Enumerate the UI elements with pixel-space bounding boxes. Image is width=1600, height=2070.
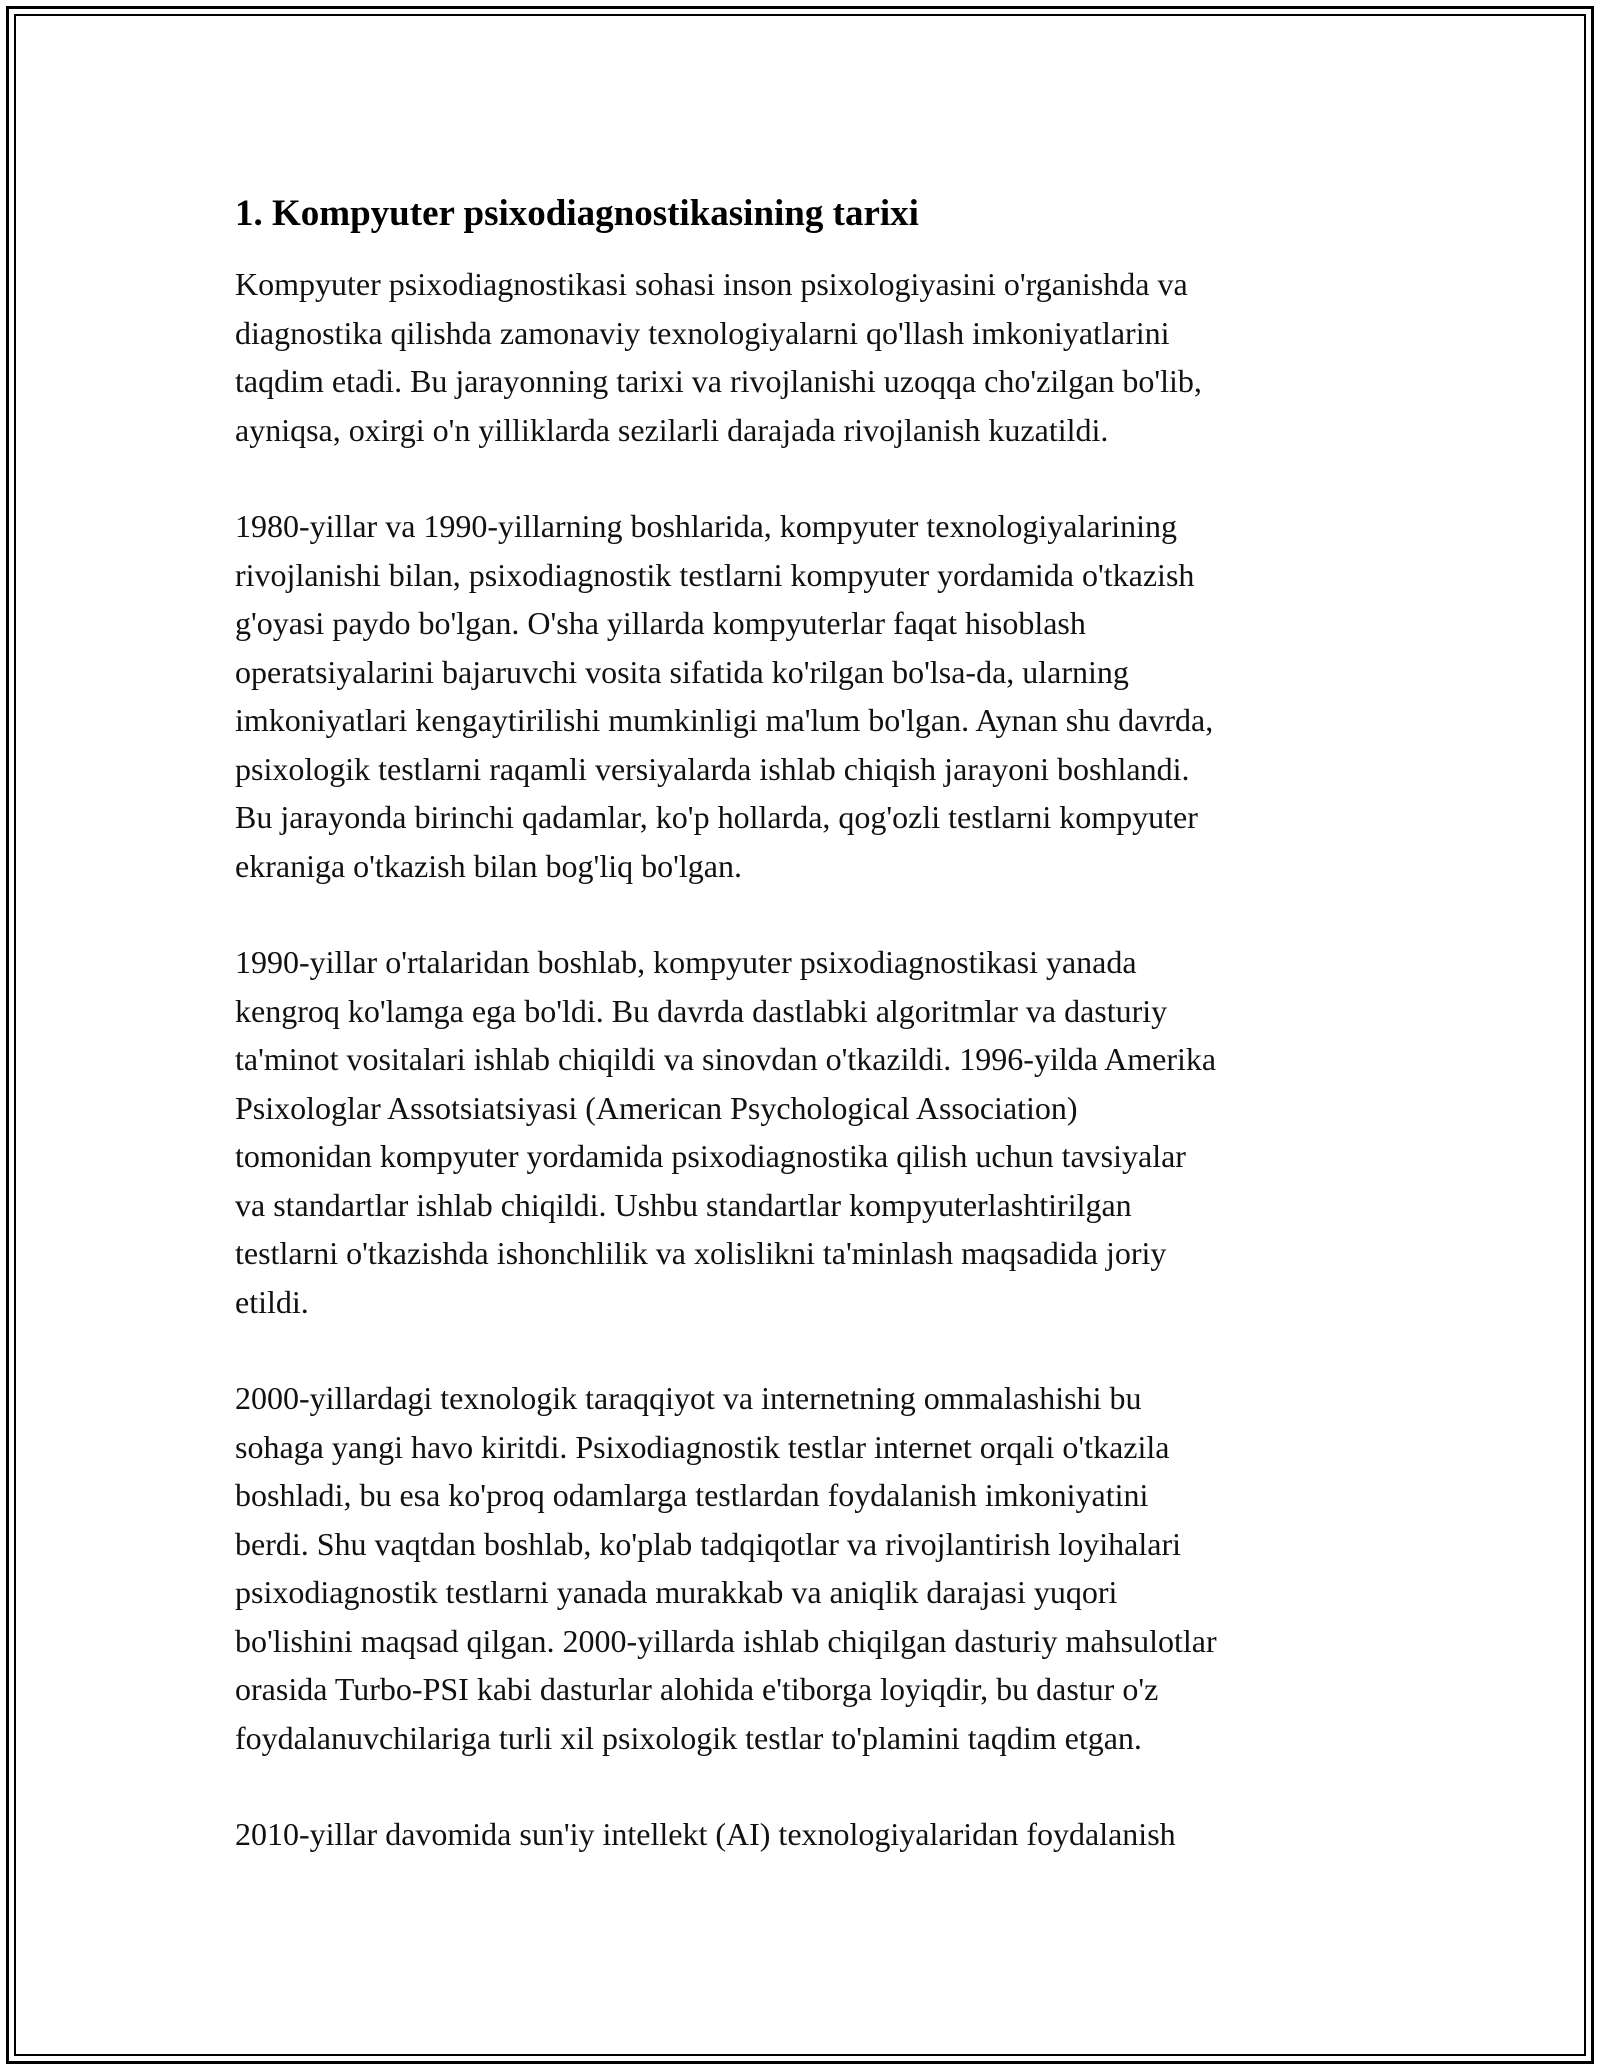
text-line: ta'minot vositalari ishlab chiqildi va sinovdan o'tkazildi. 1996-yilda Amerika (235, 1041, 1217, 1077)
text-line: Kompyuter psixodiagnostikasi sohasi inson psixologiyasini o'rganishda va (235, 266, 1188, 302)
paragraph-1980s (235, 502, 1365, 890)
text-line: rivojlanishi bilan, psixodiagnostik testlarni kompyuter yordamida o'tkazish (235, 556, 1195, 593)
text-line: operatsiyalarini bajaruvchi vosita sifatida ko'rilgan bo'lsa-da, ularning (235, 653, 1129, 690)
text-line: g'oyasi paydo bo'lgan. O'sha yillarda kompyuterlar faqat hisoblash (235, 605, 1086, 641)
text-line: testlarni o'tkazishda ishonchlilik va xolislikni ta'minlash maqsadida joriy (235, 1235, 1167, 1271)
text-line: ekraniga o'tkazish bilan bog'liq bo'lgan. (235, 847, 742, 884)
text-line: 2010-yillar davomida sun'iy intellekt (AI) texnologiyalaridan foydalanish (235, 1816, 1176, 1852)
text-line: va standartlar ishlab chiqildi. Ushbu standartlar kompyuterlashtirilgan (235, 1186, 1132, 1223)
section-heading: 1. Kompyuter psixodiagnostikasining tarixi (235, 193, 919, 234)
text-line: psixodiagnostik testlarni yanada murakkab va aniqlik darajasi yuqori (235, 1574, 1118, 1610)
text-line: ayniqsa, oxirgi o'n yilliklarda sezilarli darajada rivojlanish kuzatildi. (235, 411, 1109, 448)
text-line: bo'lishini maqsad qilgan. 2000-yillarda ishlab chiqilgan dasturiy mahsulotlar (235, 1622, 1217, 1659)
text-line: sohaga yangi havo kiritdi. Psixodiagnostik testlar internet orqali o'tkazila (235, 1428, 1170, 1465)
text-line: taqdim etadi. Bu jarayonning tarixi va rivojlanishi uzoqqa cho'zilgan bo'lib, (235, 363, 1202, 399)
text-line: kengroq ko'lamga ega bo'ldi. Bu davrda dastlabki algoritmlar va dasturiy (235, 992, 1168, 1029)
paragraph-intro (235, 260, 1365, 454)
text-line: etildi. (235, 1283, 309, 1320)
text-line: 2000-yillardagi texnologik taraqqiyot va internetning ommalashishi bu (235, 1380, 1142, 1416)
text-line: boshladi, bu esa ko'proq odamlarga testlardan foydalanish imkoniyatini (235, 1477, 1149, 1513)
text-line: Bu jarayonda birinchi qadamlar, ko'p hollarda, qog'ozli testlarni kompyuter (235, 799, 1198, 835)
paragraph-1990s (235, 938, 1365, 1326)
paragraph-2010s (235, 1810, 1365, 1859)
paragraph-2000s (235, 1374, 1365, 1762)
text-line: orasida Turbo-PSI kabi dasturlar alohida e'tiborga loyiqdir, bu dastur o'z (235, 1671, 1159, 1707)
text-line: foydalanuvchilariga turli xil psixologik testlar to'plamini taqdim etgan. (235, 1719, 1142, 1756)
text-line: Psixologlar Assotsiatsiyasi (American Psychological Association) (235, 1089, 1078, 1126)
text-line: 1990-yillar o'rtalaridan boshlab, kompyuter psixodiagnostikasi yanada (235, 944, 1137, 980)
document-body (235, 190, 1365, 1907)
text-line: psixologik testlarni raqamli versiyalarda ishlab chiqish jarayoni boshlandi. (235, 750, 1190, 787)
text-line: diagnostika qilishda zamonaviy texnologiyalarni qo'llash imkoniyatlarini (235, 314, 1170, 351)
text-line: tomonidan kompyuter yordamida psixodiagnostika qilish uchun tavsiyalar (235, 1138, 1186, 1174)
text-line: 1980-yillar va 1990-yillarning boshlarida, kompyuter texnologiyalarining (235, 508, 1178, 544)
text-line: berdi. Shu vaqtdan boshlab, ko'plab tadqiqotlar va rivojlantirish loyihalari (235, 1525, 1182, 1562)
text-line: imkoniyatlari kengaytirilishi mumkinligi ma'lum bo'lgan. Aynan shu davrda, (235, 702, 1214, 738)
